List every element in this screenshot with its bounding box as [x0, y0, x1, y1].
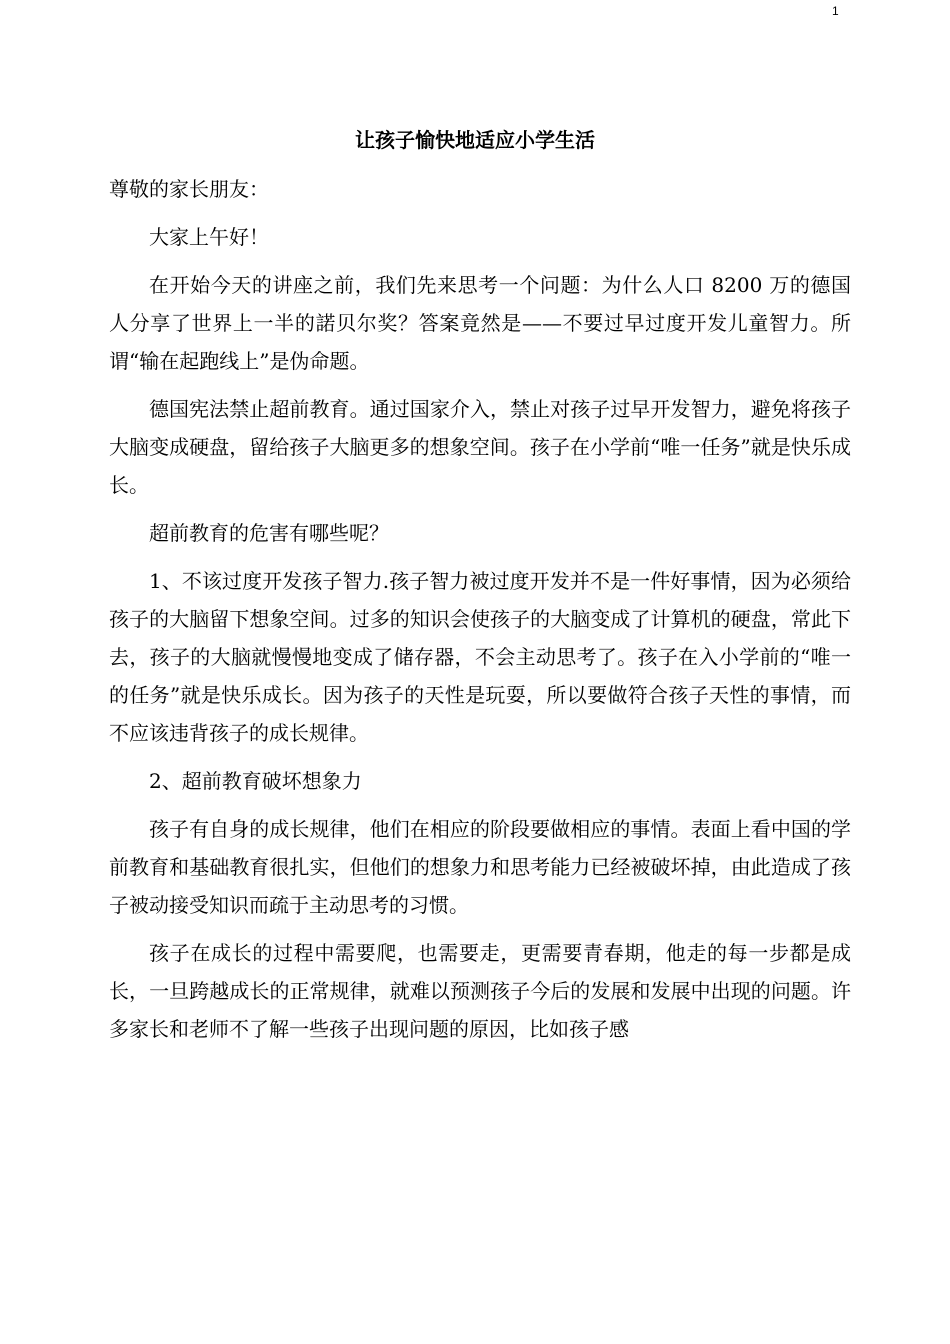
paragraph: 孩子在成长的过程中需要爬，也需要走，更需要青春期，他走的每一步都是成长，一旦跨越成长的正常规律，就难以预测孩子今后的发展和发展中出现的问题。许多家长和老师不了解一些孩子出现问题的原因，比如孩子感 [109, 941, 851, 1041]
document-body [109, 170, 851, 1058]
page-number: 1 [832, 4, 839, 18]
document-title: 让孩子愉快地适应小学生活 [355, 128, 595, 152]
greeting: 大家上午好！ [149, 225, 269, 249]
section-question: 超前教育的危害有哪些呢？ [149, 521, 389, 545]
paragraph: 孩子有自身的成长规律，他们在相应的阶段要做相应的事情。表面上看中国的学前教育和基础教育很扎实，但他们的想象力和思考能力已经被破坏掉，由此造成了孩子被动接受知识而疏于主动思考的习惯。 [109, 817, 851, 917]
paragraph: 在开始今天的讲座之前，我们先来思考一个问题：为什么人口 8200 万的德国人分享了世界上一半的諾贝尔奖？答案竟然是——不要过早过度开发儿童智力。所谓“输在起跑线上”是伪命题。 [109, 273, 851, 373]
section-heading: 2、超前教育破坏想象力 [149, 769, 362, 793]
paragraph: 德国宪法禁止超前教育。通过国家介入，禁止对孩子过早开发智力，避免将孩子大脑变成硬盘，留给孩子大脑更多的想象空间。孩子在小学前“唯一任务”就是快乐成长。 [109, 397, 851, 497]
paragraph: 1、不该过度开发孩子智力.孩子智力被过度开发并不是一件好事情，因为必须给孩子的大脑留下想象空间。过多的知识会使孩子的大脑变成了计算机的硬盘，常此下去，孩子的大脑就慢慢地变成了储存器，不会主动思考了。孩子在入小学前的“唯一的任务”就是快乐成长。因为孩子的天性是玩耍，所以要做符合孩子天性的事情，而不应该违背孩子的成长规律。 [109, 569, 851, 745]
salutation: 尊敬的家长朋友： [109, 177, 269, 201]
